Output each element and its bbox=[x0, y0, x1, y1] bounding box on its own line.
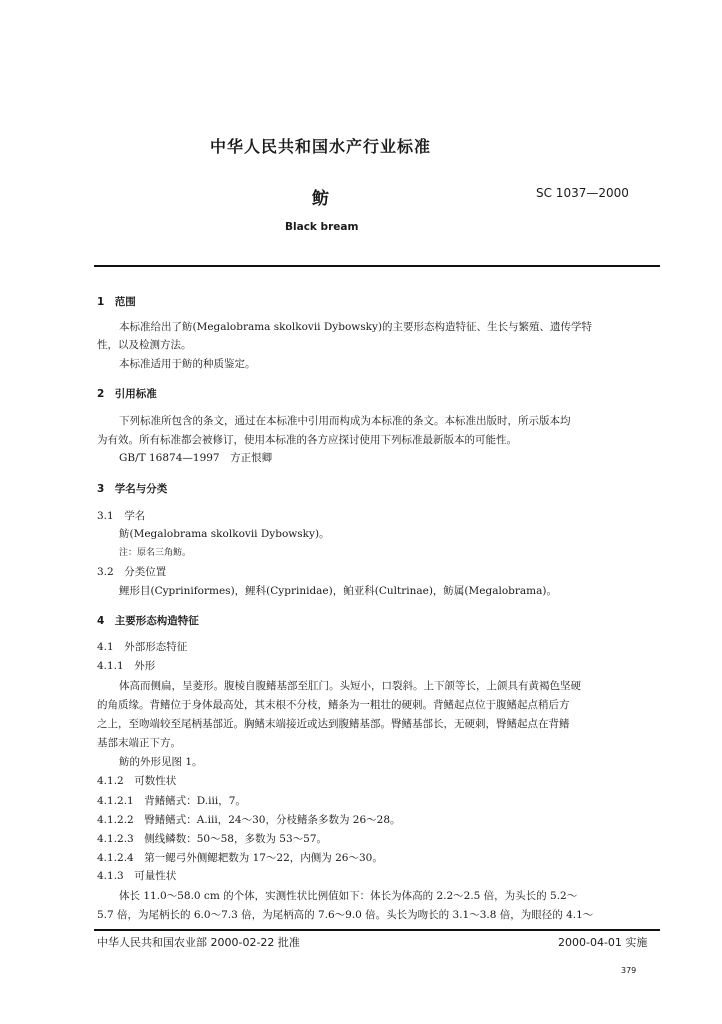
section-4-1-3-line-1: 体长 11.0～58.0 cm 的个体，实测性状比例值如下：体长为体高的 2.2～2.5 倍，为头长的 5.2～ bbox=[119, 890, 578, 902]
footer-rule bbox=[94, 929, 660, 931]
standard-title-en: Black bream bbox=[285, 221, 359, 233]
section-4-1-2-2: 4.1.2.2 臀鳍鳍式：A.iii，24～30，分枝鳍条多数为 26～28。 bbox=[97, 814, 401, 826]
section-3-1-text: 鲂(Megalobrama skolkovii Dybowsky)。 bbox=[119, 528, 330, 540]
section-3-2-text: 鲤形目(Cypriniformes)，鲤科(Cyprinidae)，鲌亚科(Cultrinae)，鲂属(Megalobrama)。 bbox=[119, 585, 557, 597]
section-4-1-1-line-2: 的角质缘。背鳍位于身体最高处，其末根不分枝，鳍条为一粗壮的硬刺。背鳍起点位于腹鳍起点稍后方 bbox=[97, 699, 570, 711]
section-1-heading: 1 范围 bbox=[97, 296, 136, 308]
standard-name: 中华人民共和国水产行业标准 bbox=[210, 137, 432, 156]
section-4-1-2-4: 4.1.2.4 第一鳃弓外侧鳃耙数为 17～22，内侧为 26～30。 bbox=[97, 852, 383, 864]
page-number: 379 bbox=[621, 966, 637, 975]
section-4-1-1-line-4: 基部末端正下方。 bbox=[97, 737, 181, 749]
section-4-1-1-line-1: 体高而侧扁，呈菱形。腹棱自腹鳍基部至肛门。头短小，口裂斜。上下颌等长，上颌具有黄褐色坚硬 bbox=[119, 680, 581, 692]
section-2-para-1a: 下列标准所包含的条文，通过在本标准中引用而构成为本标准的条文。本标准出版时，所示版本均 bbox=[119, 415, 571, 427]
section-3-1-heading: 3.1 学名 bbox=[97, 510, 146, 522]
section-4-1-heading: 4.1 外部形态特征 bbox=[97, 641, 188, 653]
section-3-heading: 3 学名与分类 bbox=[97, 483, 168, 495]
implementation-line: 2000-04-01 实施 bbox=[558, 936, 648, 949]
section-4-1-2-heading: 4.1.2 可数性状 bbox=[97, 775, 177, 787]
section-4-1-3-line-2: 5.7 倍，为尾柄长的 6.0～7.3 倍，为尾柄高的 7.6～9.0 倍。头长为吻长的 3.1～3.8 倍，为眼径的 4.1～ bbox=[97, 909, 594, 921]
section-4-1-1-figure-ref: 鲂的外形见图 1。 bbox=[119, 756, 203, 768]
section-4-1-1-heading: 4.1.1 外形 bbox=[97, 660, 156, 672]
section-3-1-note: 注：原名三角鲂。 bbox=[119, 548, 192, 558]
section-4-heading: 4 主要形态构造特征 bbox=[97, 615, 199, 627]
standard-title-cn: 鲂 bbox=[312, 189, 329, 209]
section-2-para-1b: 为有效。所有标准都会被修订，使用本标准的各方应探讨使用下列标准最新版本的可能性。 bbox=[97, 434, 517, 446]
section-4-1-3-heading: 4.1.3 可量性状 bbox=[97, 870, 177, 882]
section-1-para-1b: 性，以及检测方法。 bbox=[97, 339, 192, 351]
header-rule bbox=[94, 265, 660, 267]
section-4-1-2-1: 4.1.2.1 背鳍鳍式：D.iii，7。 bbox=[97, 795, 246, 807]
section-2-reference: GB/T 16874—1997 方正恨卿 bbox=[119, 452, 273, 464]
standard-code: SC 1037—2000 bbox=[536, 186, 629, 200]
section-4-1-2-3: 4.1.2.3 侧线鳞数：50～58，多数为 53～57。 bbox=[97, 833, 328, 845]
section-3-2-heading: 3.2 分类位置 bbox=[97, 566, 167, 578]
section-1-para-2: 本标准适用于鲂的种质鉴定。 bbox=[119, 358, 256, 370]
section-2-heading: 2 引用标准 bbox=[97, 388, 157, 400]
section-1-para-1a: 本标准给出了鲂(Megalobrama skolkovii Dybowsky)的主要形态构造特征、生长与繁殖、遗传学特 bbox=[119, 321, 593, 333]
section-4-1-1-line-3: 之上，至吻端较至尾柄基部近。胸鳍末端接近或达到腹鳍基部。臀鳍基部长，无硬刺，臀鳍起点在背鳍 bbox=[97, 718, 570, 730]
approval-line: 中华人民共和国农业部 2000-02-22 批准 bbox=[97, 936, 300, 949]
